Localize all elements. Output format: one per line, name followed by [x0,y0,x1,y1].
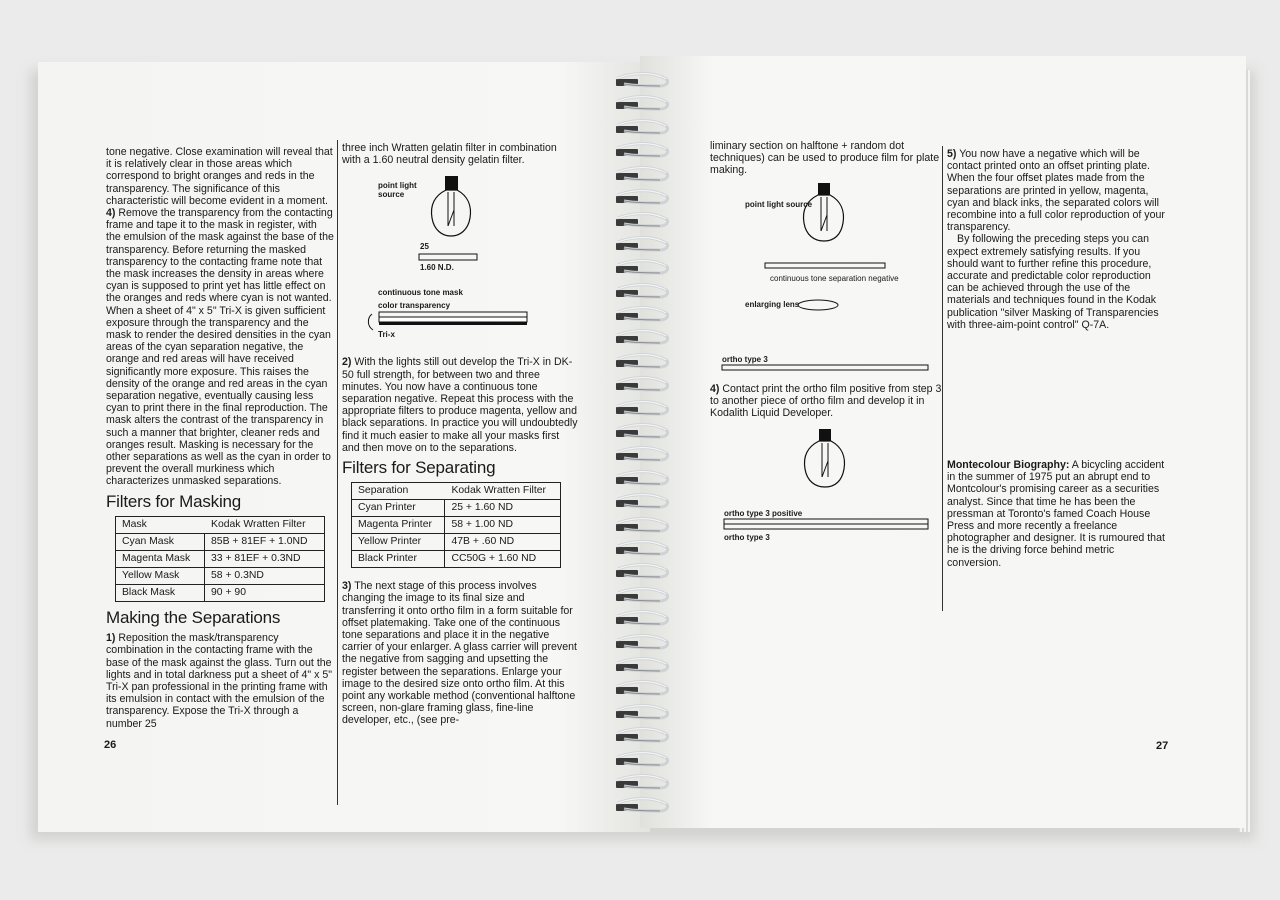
refinement-paragraph: By following the preceding steps you can expect extremely satisfying results. If you should want to further refine this procedure, accurate and predictable color reproduction can be achieved through the use of the materials and techniques found in the Kodak publication "silver Masking of Transparencies with three-aim-point control" Q-7A. [947,233,1159,331]
label-tone-mask: continuous tone mask [378,288,463,298]
step-4-paragraph [106,207,334,488]
spiral-coil [604,776,672,792]
column-rule [942,146,943,611]
table-cell: 85B + 81EF + 1.0ND [205,533,324,550]
table-row [116,584,324,601]
table-cell: Magenta Printer [352,516,445,533]
step-text: Remove the transparency from the contacting frame and tape it to the mask in register, with the emulsion of the mask against the base of the transparency. Before returning the masked transparency to the contacting frame note that the mask increases the density in areas where cyan is supposed to print yet has little effect on the oranges and reds where cyan is not wanted. When a sheet of 4" x 5" Tri-X is given sufficient exposure through the transparency and the mask to render the desired densities in the cyan areas of the cyan separation negative, the orange and red areas will have received significantly more exposure. This raises the density of the orange and red areas in the cyan separation negative, eventually causing less cyan to print there in the final reproduction. The mask alters the contrast of the transparency in such a manner that brighter, cleaner reds and oranges result. Masking is necessary for the other separations as well as the cyan in order to prevent the overall murkiness which characterizes unmasked separations. [106,207,334,488]
label-ortho-type3: ortho type 3 [722,354,768,364]
biography-title: Montecolour Biography: [947,459,1070,472]
left-column-2 [342,142,578,727]
table-cell: 58 + 0.3ND [205,567,324,584]
enlarging-diagram [710,177,942,377]
table-cell: Yellow Printer [352,533,445,550]
step-2-paragraph [342,356,578,454]
biography-text: A bicycling accident in the summer of 1975 put an abrupt end to Montcolour's promising career as a securities analyst. Since that time he has been the pressman at Toronto's famed Coach House Press and more recently a freelance photographer and designer. It is rumoured that he is the driving force behind metric conversion. [947,459,1165,569]
table-cell: 90 + 90 [205,584,324,601]
spiral-coil [604,261,672,277]
step-number: 1) [106,632,116,645]
table-cell: Black Mask [116,584,205,601]
filter-paragraph: three inch Wratten gelatin filter in combination with a 1.60 neutral density gelatin filter. [342,142,557,167]
step-1-paragraph [106,632,334,730]
spiral-coil [604,355,672,371]
table-cell: 25 + 1.60 ND [445,499,560,516]
right-page [640,56,1246,828]
spiral-coil [604,238,672,254]
spiral-coil [604,495,672,511]
table-header: Kodak Wratten Filter [211,518,306,530]
spiral-coil [604,97,672,113]
label-separation-negative: continuous tone separation negative [770,273,899,283]
spiral-coil [604,589,672,605]
spiral-coil [604,729,672,745]
label-source: source [378,190,405,200]
right-column-2 [947,148,1169,569]
label-color-transparency: color transparency [378,301,451,311]
step-text: With the lights still out develop the Tri-X in DK-50 full strength, for between two and three minutes. You now have a continuous tone separation negative. Repeat this process with the appropriate filters to produce magenta, yellow and black separations. In practice you will undoubtedly find it much easier to make all your masks first and then move on to the separations. [342,356,578,454]
heading-filters-separating: Filters for Separating [342,458,496,478]
spiral-coil [604,168,672,184]
step-number: 3) [342,580,352,593]
label-filter-nd: 1.60 N.D. [420,263,454,273]
table-row [352,516,560,533]
step-text: The next stage of this process involves changing the image to its final size and transferring it onto ortho film in a form suitable for offset platemaking. Take one of the continuous tone separations and place it in the negative carrier of your enlarger. A glass carrier will prevent the negative from sagging and upsetting the register between the separations. Enlarge your image to the desired size onto ortho film. At this point any workable method (conventional halftone screen, non-glare framing glass, fine-line developer, etc., (see pre- [342,580,577,727]
spiral-coil [604,308,672,324]
table-cell: Yellow Mask [116,567,205,584]
separating-filter-table [351,482,561,568]
step-number: 4) [710,382,720,395]
spiral-coil [604,659,672,675]
spiral-coil [604,191,672,207]
spiral-coil [604,519,672,535]
table-cell: Cyan Mask [116,533,205,550]
spiral-coil [604,612,672,628]
masking-filter-table [115,516,325,602]
step-text: Reposition the mask/transparency combination in the contacting frame with the base of the mask against the glass. Turn out the lights and in total darkness put a sheet of 4" x 5" Tri-X pan professional in the printing frame with its emulsion in contact with the emulsion of the transparency. Expose the Tri-X through a number 25 [106,632,333,730]
heading-filters-masking: Filters for Masking [106,491,242,511]
label-enlarging-lens: enlarging lens [745,299,800,309]
table-row [352,550,560,567]
spiral-coil [604,799,672,815]
contact-bulb-icon [710,419,942,549]
step-4-paragraph [710,383,942,420]
spiral-coil [604,753,672,769]
step-number: 4) [106,207,116,220]
step-number: 5) [947,148,957,160]
right-column-1 [710,140,942,549]
table-row [352,533,560,550]
biography-paragraph [947,459,1169,569]
spiral-coil [604,636,672,652]
table-cell: 58 + 1.00 ND [445,516,560,533]
label-ortho-type3-bottom: ortho type 3 [724,533,770,543]
column-rule [337,140,338,805]
left-column-1 [106,146,334,730]
table-row [116,550,324,567]
step-text: You now have a negative which will be contact printed onto an offset printing plate. When the four offset plates made from the separations are printed in yellow, magenta, cyan and black inks, the separated colors will recombine into a full color reproduction of your transparency. [947,148,1165,234]
table-row [352,499,560,516]
label-ortho-positive: ortho type 3 positive [724,509,803,519]
spiral-coil [604,565,672,581]
table-cell: 47B + .60 ND [445,533,560,550]
spiral-coil [604,285,672,301]
label-trix: Tri-x [378,330,395,340]
halftone-paragraph: liminary section on halftone + random dot techniques) can be used to produce film for plate making. [710,140,940,177]
table-header: Mask [122,518,147,530]
spiral-coil [604,706,672,722]
table-header: Separation [358,485,409,497]
label-point-light-source: point light source [745,199,813,209]
spiral-coil [604,378,672,394]
table-cell: Cyan Printer [352,499,445,516]
spiral-coil [604,425,672,441]
step-number: 2) [342,356,352,369]
page-number-right: 27 [1156,740,1169,752]
label-point-light: point light [378,181,417,191]
table-row [116,533,324,550]
intro-paragraph: tone negative. Close examination will reveal that it is relatively clear in those areas which correspond to bright oranges and reds in the transparency. The significance of this characteristic will become evident in a moment. [106,146,333,207]
step-3-paragraph [342,580,578,726]
step-text: Contact print the ortho film positive from step 3 to another piece of ortho film and develop it in Kodalith Liquid Developer. [710,382,942,420]
table-header: Kodak Wratten Filter [451,485,546,497]
spiral-coil [604,214,672,230]
spiral-coil [604,682,672,698]
heading-making-separations: Making the Separations [106,607,281,627]
table-cell: Magenta Mask [116,550,205,567]
step-5-paragraph [947,148,1169,233]
spiral-coil [604,331,672,347]
page-number-left: 26 [104,739,117,751]
contact-print-diagram [710,419,942,549]
spiral-coil [604,121,672,137]
spiral-coil [604,542,672,558]
label-filter-25: 25 [420,242,429,252]
light-bulb-icon [342,166,578,356]
spiral-coil [604,402,672,418]
table-row [116,567,324,584]
left-page [38,62,650,832]
spiral-coil [604,472,672,488]
spiral-coil [604,74,672,90]
table-cell: 33 + 81EF + 0.3ND [205,550,324,567]
spiral-coil [604,448,672,464]
table-cell: Black Printer [352,550,445,567]
table-cell: CC50G + 1.60 ND [445,550,560,567]
spiral-coil [604,144,672,160]
exposure-diagram [342,166,578,356]
